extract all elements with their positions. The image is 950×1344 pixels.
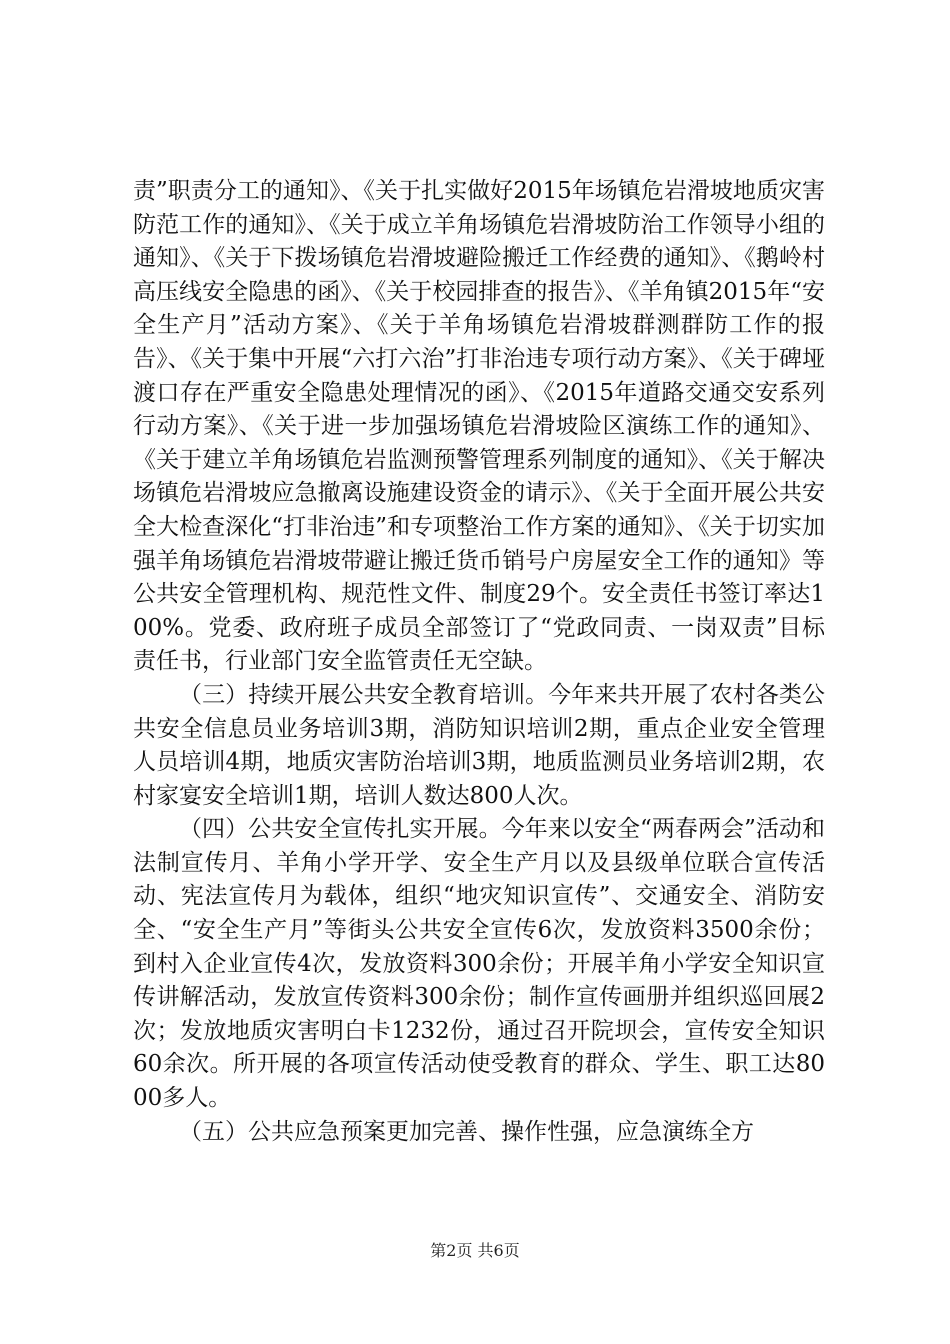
paragraph-section-4: （四）公共安全宣传扎实开展。今年来以安全“两春两会”活动和法制宣传月、羊角小学开学、安全生产月以及县级单位联合宣传活动、宪法宣传月为载体，组织“地灾知识宣传”、交通安全、消防安全、“安全生产月”等街头公共安全宣传6次，发放资料3500余份；到村入企业宣传4次，发放资料300余份；开展羊角小学安全知识宣传讲解活动，发放宣传资料300余份；制作宣传画册并组织巡回展2次；发放地质灾害明白卡1232份，通过召开院坝会，宣传安全知识60余次。所开展的各项宣传活动使受教育的群众、学生、职工达8000多人。 [133, 816, 825, 1112]
paragraph-section-5: （五）公共应急预案更加完善、操作性强，应急演练全方 [179, 1118, 754, 1145]
document-body [133, 175, 825, 1149]
page-number-footer: 第2页 共6页 [430, 1241, 520, 1260]
paragraph-section-3: （三）持续开展公共安全教育培训。今年来共开展了农村各类公共安全信息员业务培训3期，消防知识培训2期，重点企业安全管理人员培训4期，地质灾害防治培训3期，地质监测员业务培训2期，农村家宴安全培训1期，培训人数达800人次。 [133, 681, 825, 809]
paragraph-continuation: 责”职责分工的通知》、《关于扎实做好2015年场镇危岩滑坡地质灾害防范工作的通知》、《关于成立羊角场镇危岩滑坡防治工作领导小组的通知》、《关于下拨场镇危岩滑坡避险搬迁工作经费的通知》、《鹅岭村高压线安全隐患的函》、《关于校园排查的报告》、《羊角镇2015年“安全生产月”活动方案》、《关于羊角场镇危岩滑坡群测群防工作的报告》、《关于集中开展“六打六治”打非治违专项行动方案》、《关于碑垭渡口存在严重安全隐患处理情况的函》、《2015年道路交通交安系列行动方案》、《关于进一步加强场镇危岩滑坡险区演练工作的通知》、《关于建立羊角场镇危岩监测预警管理系列制度的通知》、《关于解决场镇危岩滑坡应急撤离设施建设资金的请示》、《关于全面开展公共安全大检查深化“打非治违”和专项整治工作方案的通知》、《关于切实加强羊角场镇危岩滑坡带避让搬迁货币销号户房屋安全工作的通知》等公共安全管理机构、规范性文件、制度29个。安全责任书签订率达100%。党委、政府班子成员全部签订了“党政同责、一岗双责”目标责任书，行业部门安全监管责任无空缺。 [133, 178, 825, 675]
